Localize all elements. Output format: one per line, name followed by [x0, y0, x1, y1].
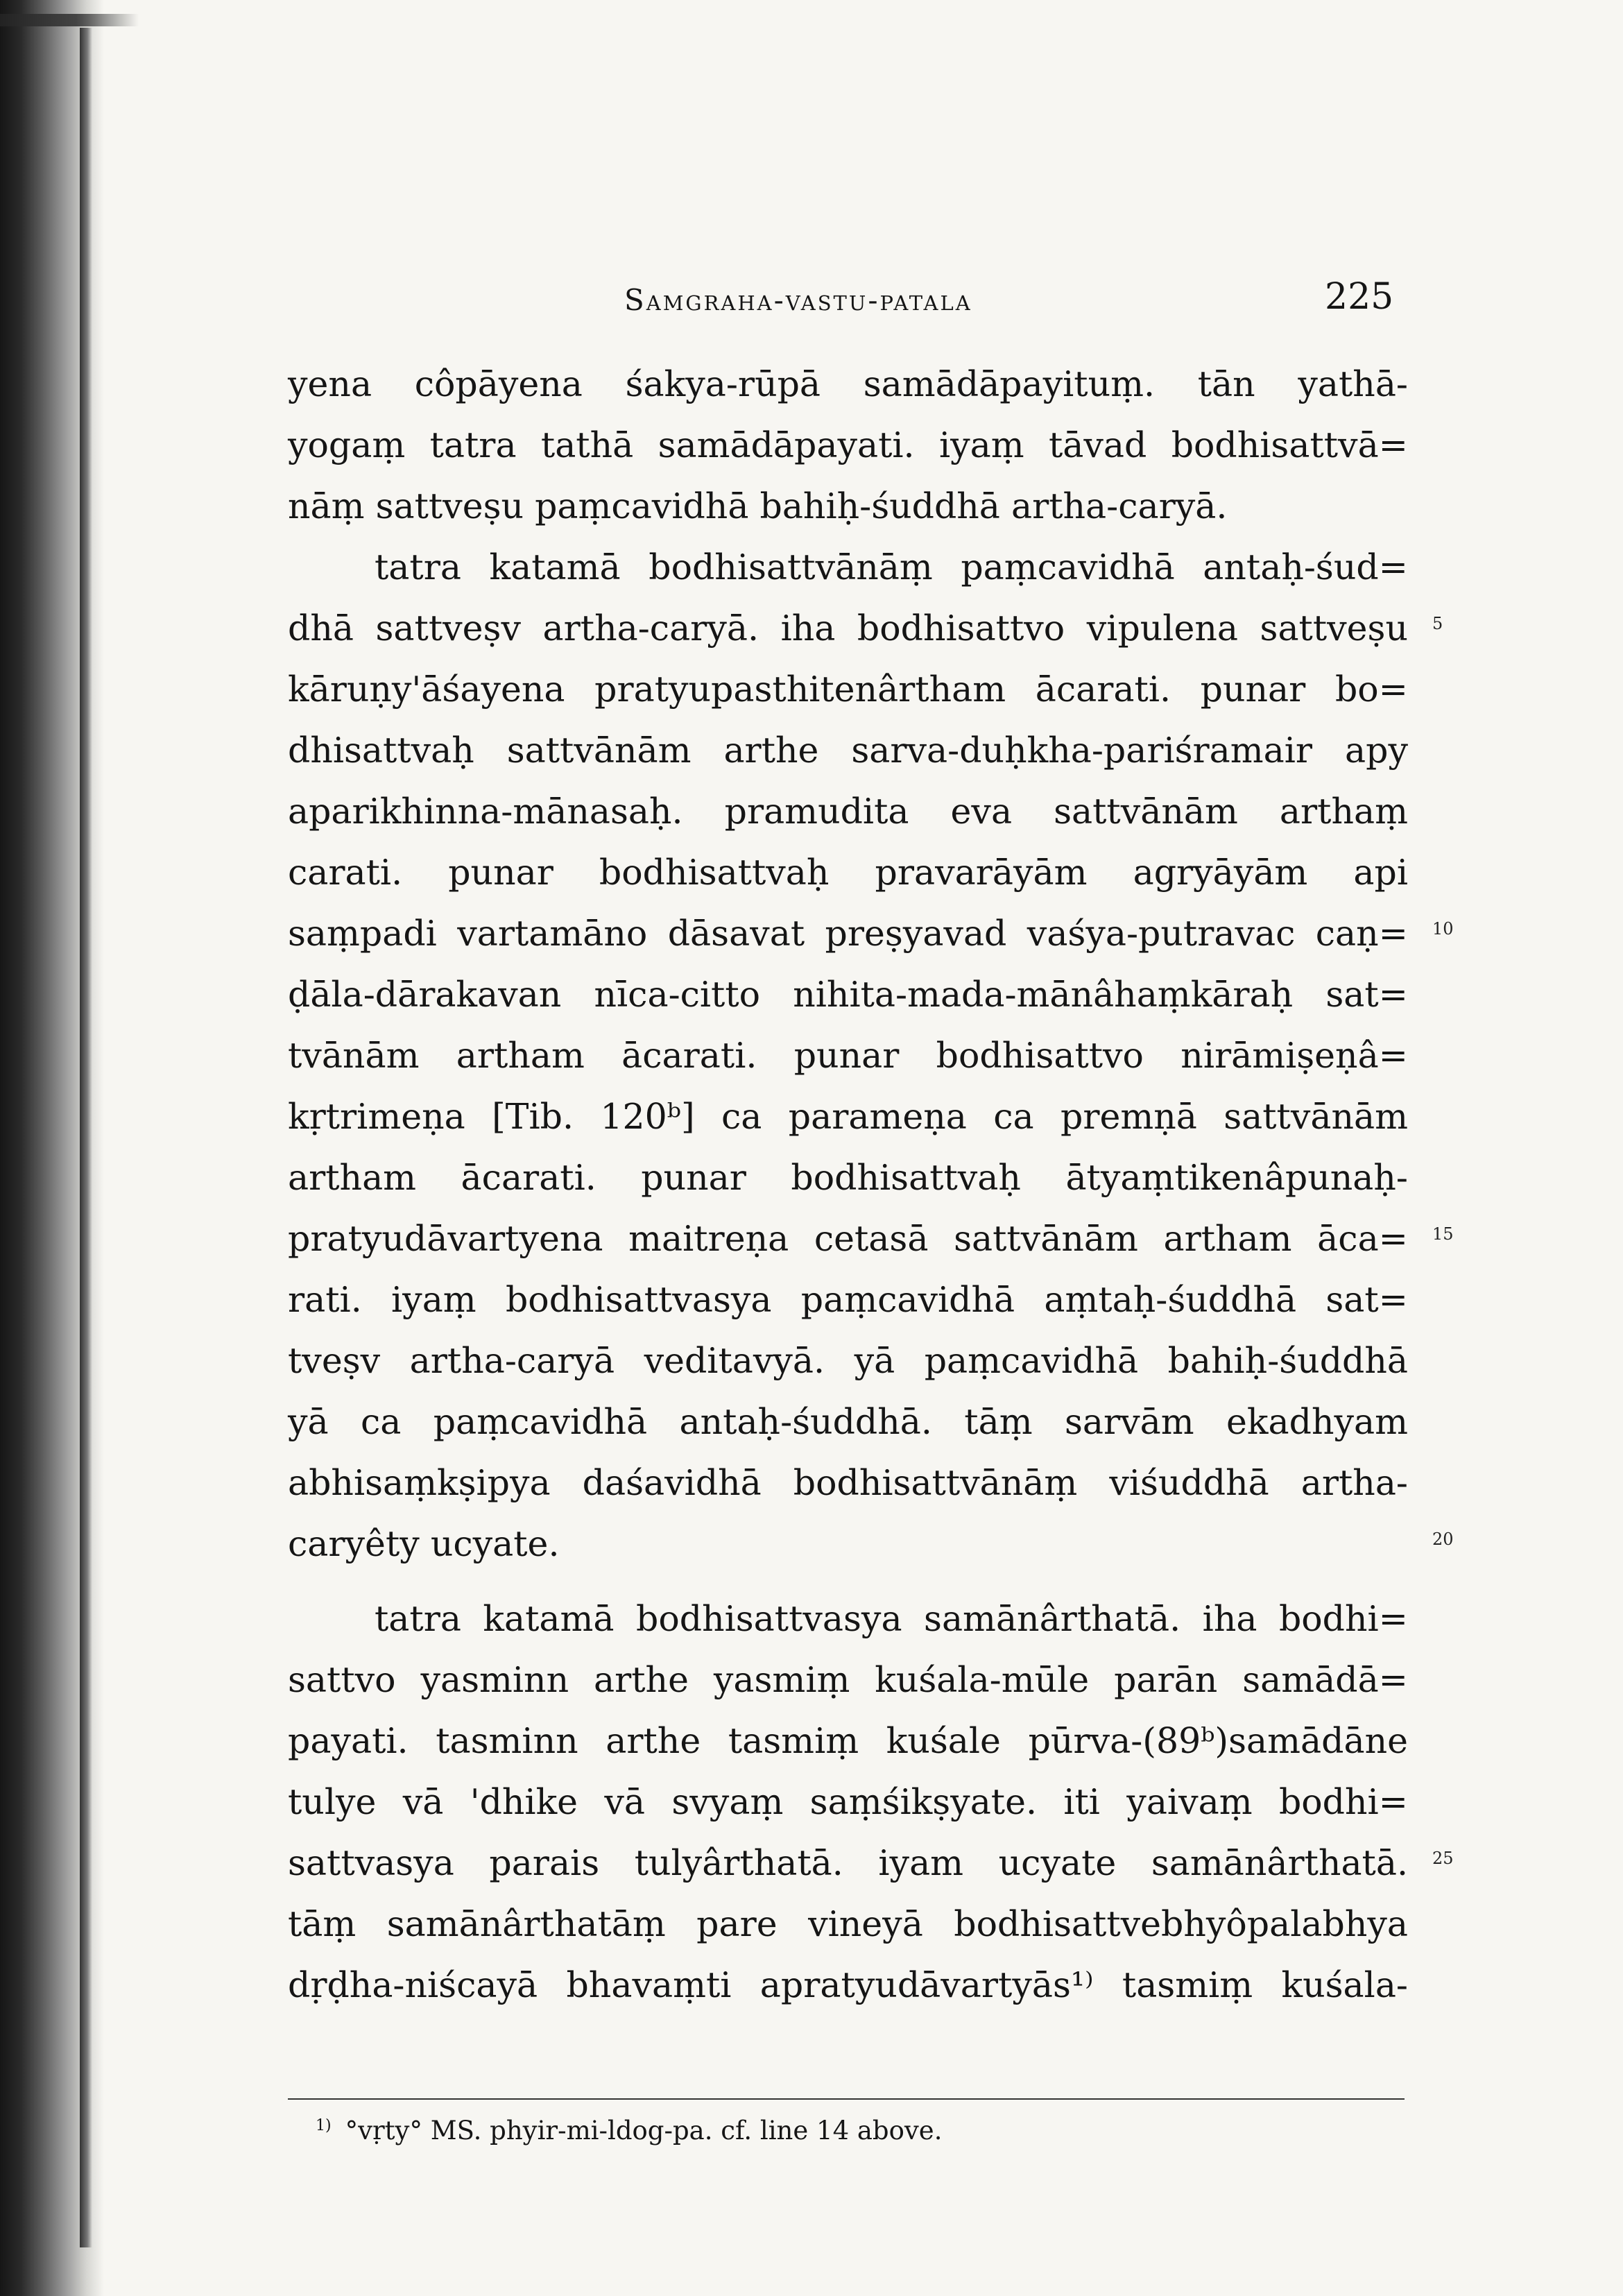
- text-line: sattvo yasminn arthe yasmiṃ kuśala-mūle parān samādā=: [288, 1659, 1408, 1700]
- text-line: tatra katamā bodhisattvasya samānârthatā. iha bodhi=: [375, 1598, 1408, 1639]
- text-line: aparikhinna-mānasaḥ. pramudita eva sattvānām arthaṃ: [288, 791, 1408, 832]
- text-line: tvānām artham ācarati. punar bodhisattvo nirāmiṣeṇâ=: [288, 1035, 1408, 1076]
- line-number-15: 15: [1432, 1224, 1454, 1244]
- text-line: kāruṇy'āśayena pratyupasthitenârtham ācarati. punar bo=: [288, 669, 1408, 710]
- page-header: [0, 276, 1623, 325]
- text-line: saṃpadi vartamāno dāsavat preṣyavad vaśya-putravac caṇ=: [288, 913, 1408, 954]
- footnote-marker: 1): [316, 2116, 332, 2134]
- text-line: tāṃ samānârthatāṃ pare vineyā bodhisattvebhyôpalabhya: [288, 1903, 1408, 1944]
- text-line: yā ca paṃcavidhā antaḥ-śuddhā. tāṃ sarvām ekadhyam: [288, 1401, 1408, 1442]
- text-line: dhā sattveṣv artha-caryā. iha bodhisattvo vipulena sattveṣu: [288, 608, 1408, 649]
- text-line: tatra katamā bodhisattvānāṃ paṃcavidhā antaḥ-śud=: [375, 547, 1408, 588]
- text-line: yogaṃ tatra tathā samādāpayati. iyaṃ tāvad bodhisattvā=: [288, 425, 1408, 465]
- text-line: caryêty ucyate.: [288, 1523, 560, 1564]
- footnote-rule: [288, 2098, 1405, 2100]
- text-line: yena côpāyena śakya-rūpā samādāpayituṃ. tān yathā-: [288, 363, 1408, 404]
- text-line: nāṃ sattveṣu paṃcavidhā bahiḥ-śuddhā artha-caryā.: [288, 486, 1228, 526]
- line-number-5: 5: [1432, 614, 1443, 633]
- text-line: tveṣv artha-caryā veditavyā. yā paṃcavidhā bahiḥ-śuddhā: [288, 1340, 1408, 1381]
- running-head: Samgraha-vastu-patala: [624, 283, 972, 317]
- text-line: rati. iyaṃ bodhisattvasya paṃcavidhā aṃtaḥ-śuddhā sat=: [288, 1279, 1408, 1320]
- text-line: carati. punar bodhisattvaḥ pravarāyām agryāyām api: [288, 852, 1408, 893]
- text-line: abhisaṃkṣipya daśavidhā bodhisattvānāṃ viśuddhā artha-: [288, 1462, 1408, 1503]
- text-line: sattvasya parais tulyârthatā. iyam ucyate samānârthatā.: [288, 1842, 1408, 1883]
- binding-spine: [80, 28, 92, 2247]
- page-number: 225: [1325, 276, 1394, 318]
- text-line: dhisattvaḥ sattvānām arthe sarva-duḥkha-pariśramair apy: [288, 730, 1408, 771]
- text-line: pratyudāvartyena maitreṇa cetasā sattvānām artham āca=: [288, 1218, 1408, 1259]
- line-number-20: 20: [1432, 1530, 1454, 1549]
- text-line: tulye vā 'dhike vā svyaṃ saṃśikṣyate. iti yaivaṃ bodhi=: [288, 1781, 1408, 1822]
- text-line: kṛtrimeṇa [Tib. 120ᵇ] ca parameṇa ca premṇā sattvānām: [288, 1096, 1408, 1137]
- text-line: ḍāla-dārakavan nīca-citto nihita-mada-mānâhaṃkāraḥ sat=: [288, 974, 1408, 1015]
- text-line: artham ācarati. punar bodhisattvaḥ ātyaṃtikenâpunaḥ-: [288, 1157, 1408, 1198]
- body-text: [288, 354, 1408, 2016]
- line-number-25: 25: [1432, 1849, 1454, 1868]
- line-number-10: 10: [1432, 919, 1454, 939]
- footnote: [316, 2116, 942, 2145]
- text-line: payati. tasminn arthe tasmiṃ kuśale pūrva-(89ᵇ)samādāne: [288, 1720, 1408, 1761]
- binding-top-edge: [0, 14, 139, 26]
- text-line: dṛḍha-niścayā bhavaṃti apratyudāvartyās¹⁾ tasmiṃ kuśala-: [288, 1964, 1408, 2005]
- footnote-text: °vṛty° MS. phyir-mi-ldog-pa. cf. line 14 above.: [345, 2116, 943, 2145]
